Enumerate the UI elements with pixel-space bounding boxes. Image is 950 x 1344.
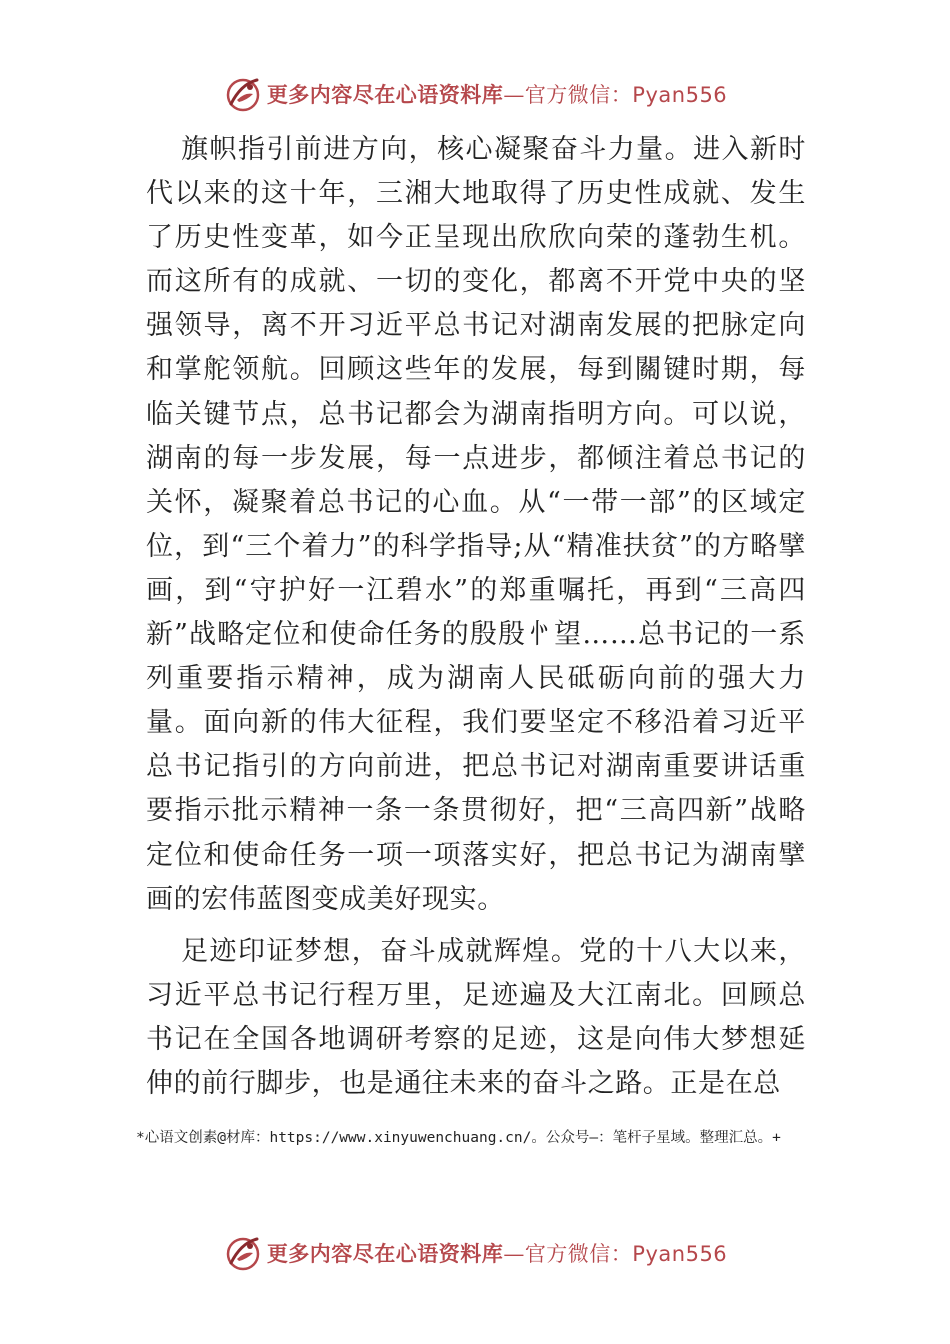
- article-body: [146, 128, 806, 1106]
- footer-brand: 更多内容尽在心语资料库: [266, 1241, 504, 1266]
- footer-banner-text: [267, 1238, 727, 1268]
- footer-wechat: 官方微信：Pyan556: [524, 1242, 728, 1266]
- header-brand: 更多内容尽在心语资料库: [266, 82, 504, 107]
- xinyu-logo-icon: [223, 74, 263, 114]
- header-dash: —: [503, 83, 525, 107]
- source-footnote: *心语文创素@材库：https://www.xinyuwenchuang.cn/。公众号—：笔杆子星域。整理汇总。+: [136, 1130, 781, 1146]
- paragraph-2: 足迹印证梦想，奋斗成就辉煌。党的十八大以来，习近平总书记行程万里，足迹遍及大江南北。回顾总书记在全国各地调研考察的足迹，这是向伟大梦想延伸的前行脚步，也是通往未来的奋斗之路。正是在总: [146, 935, 806, 1099]
- header-banner: [0, 72, 950, 116]
- footer-dash: —: [503, 1242, 525, 1266]
- header-wechat: 官方微信：Pyan556: [524, 83, 728, 107]
- header-banner-text: [267, 79, 727, 109]
- xinyu-logo-icon: [223, 1233, 263, 1273]
- footer-banner: [0, 1231, 950, 1275]
- paragraph-1: 旗帜指引前进方向，核心凝聚奋斗力量。进入新时代以来的这十年，三湘大地取得了历史性成就、发生了历史性变革，如今正呈现出欣欣向荣的蓬勃生机。而这所有的成就、一切的变化，都离不开党中央的坚强领导，离不开习近平总书记对湖南发展的把脉定向和掌舵领航。回顾这些年的发展，每到關键时期，每临关键节点，总书记都会为湖南指明方向。可以说，湖南的每一步发展，每一点进步，都倾注着总书记的关怀，凝聚着总书记的心血。从“一带一部”的区域定位，到“三个着力”的科学指导;从“精准扶贫”的方略擘画，到“守护好一江碧水”的郑重嘱托，再到“三高四新”战略定位和使命任务的殷殷㣺望……总书记的一系列重要指示精神，成为湖南人民砥砺向前的强大力量。面向新的伟大征程，我们要坚定不移沿着习近平总书记指引的方向前进，把总书记对湖南重要讲话重要指示批示精神一条一条贯彻好，把“三高四新”战略定位和使命任务一项一项落实好，把总书记为湖南擘画的宏伟蓝图变成美好现实。: [146, 134, 806, 915]
